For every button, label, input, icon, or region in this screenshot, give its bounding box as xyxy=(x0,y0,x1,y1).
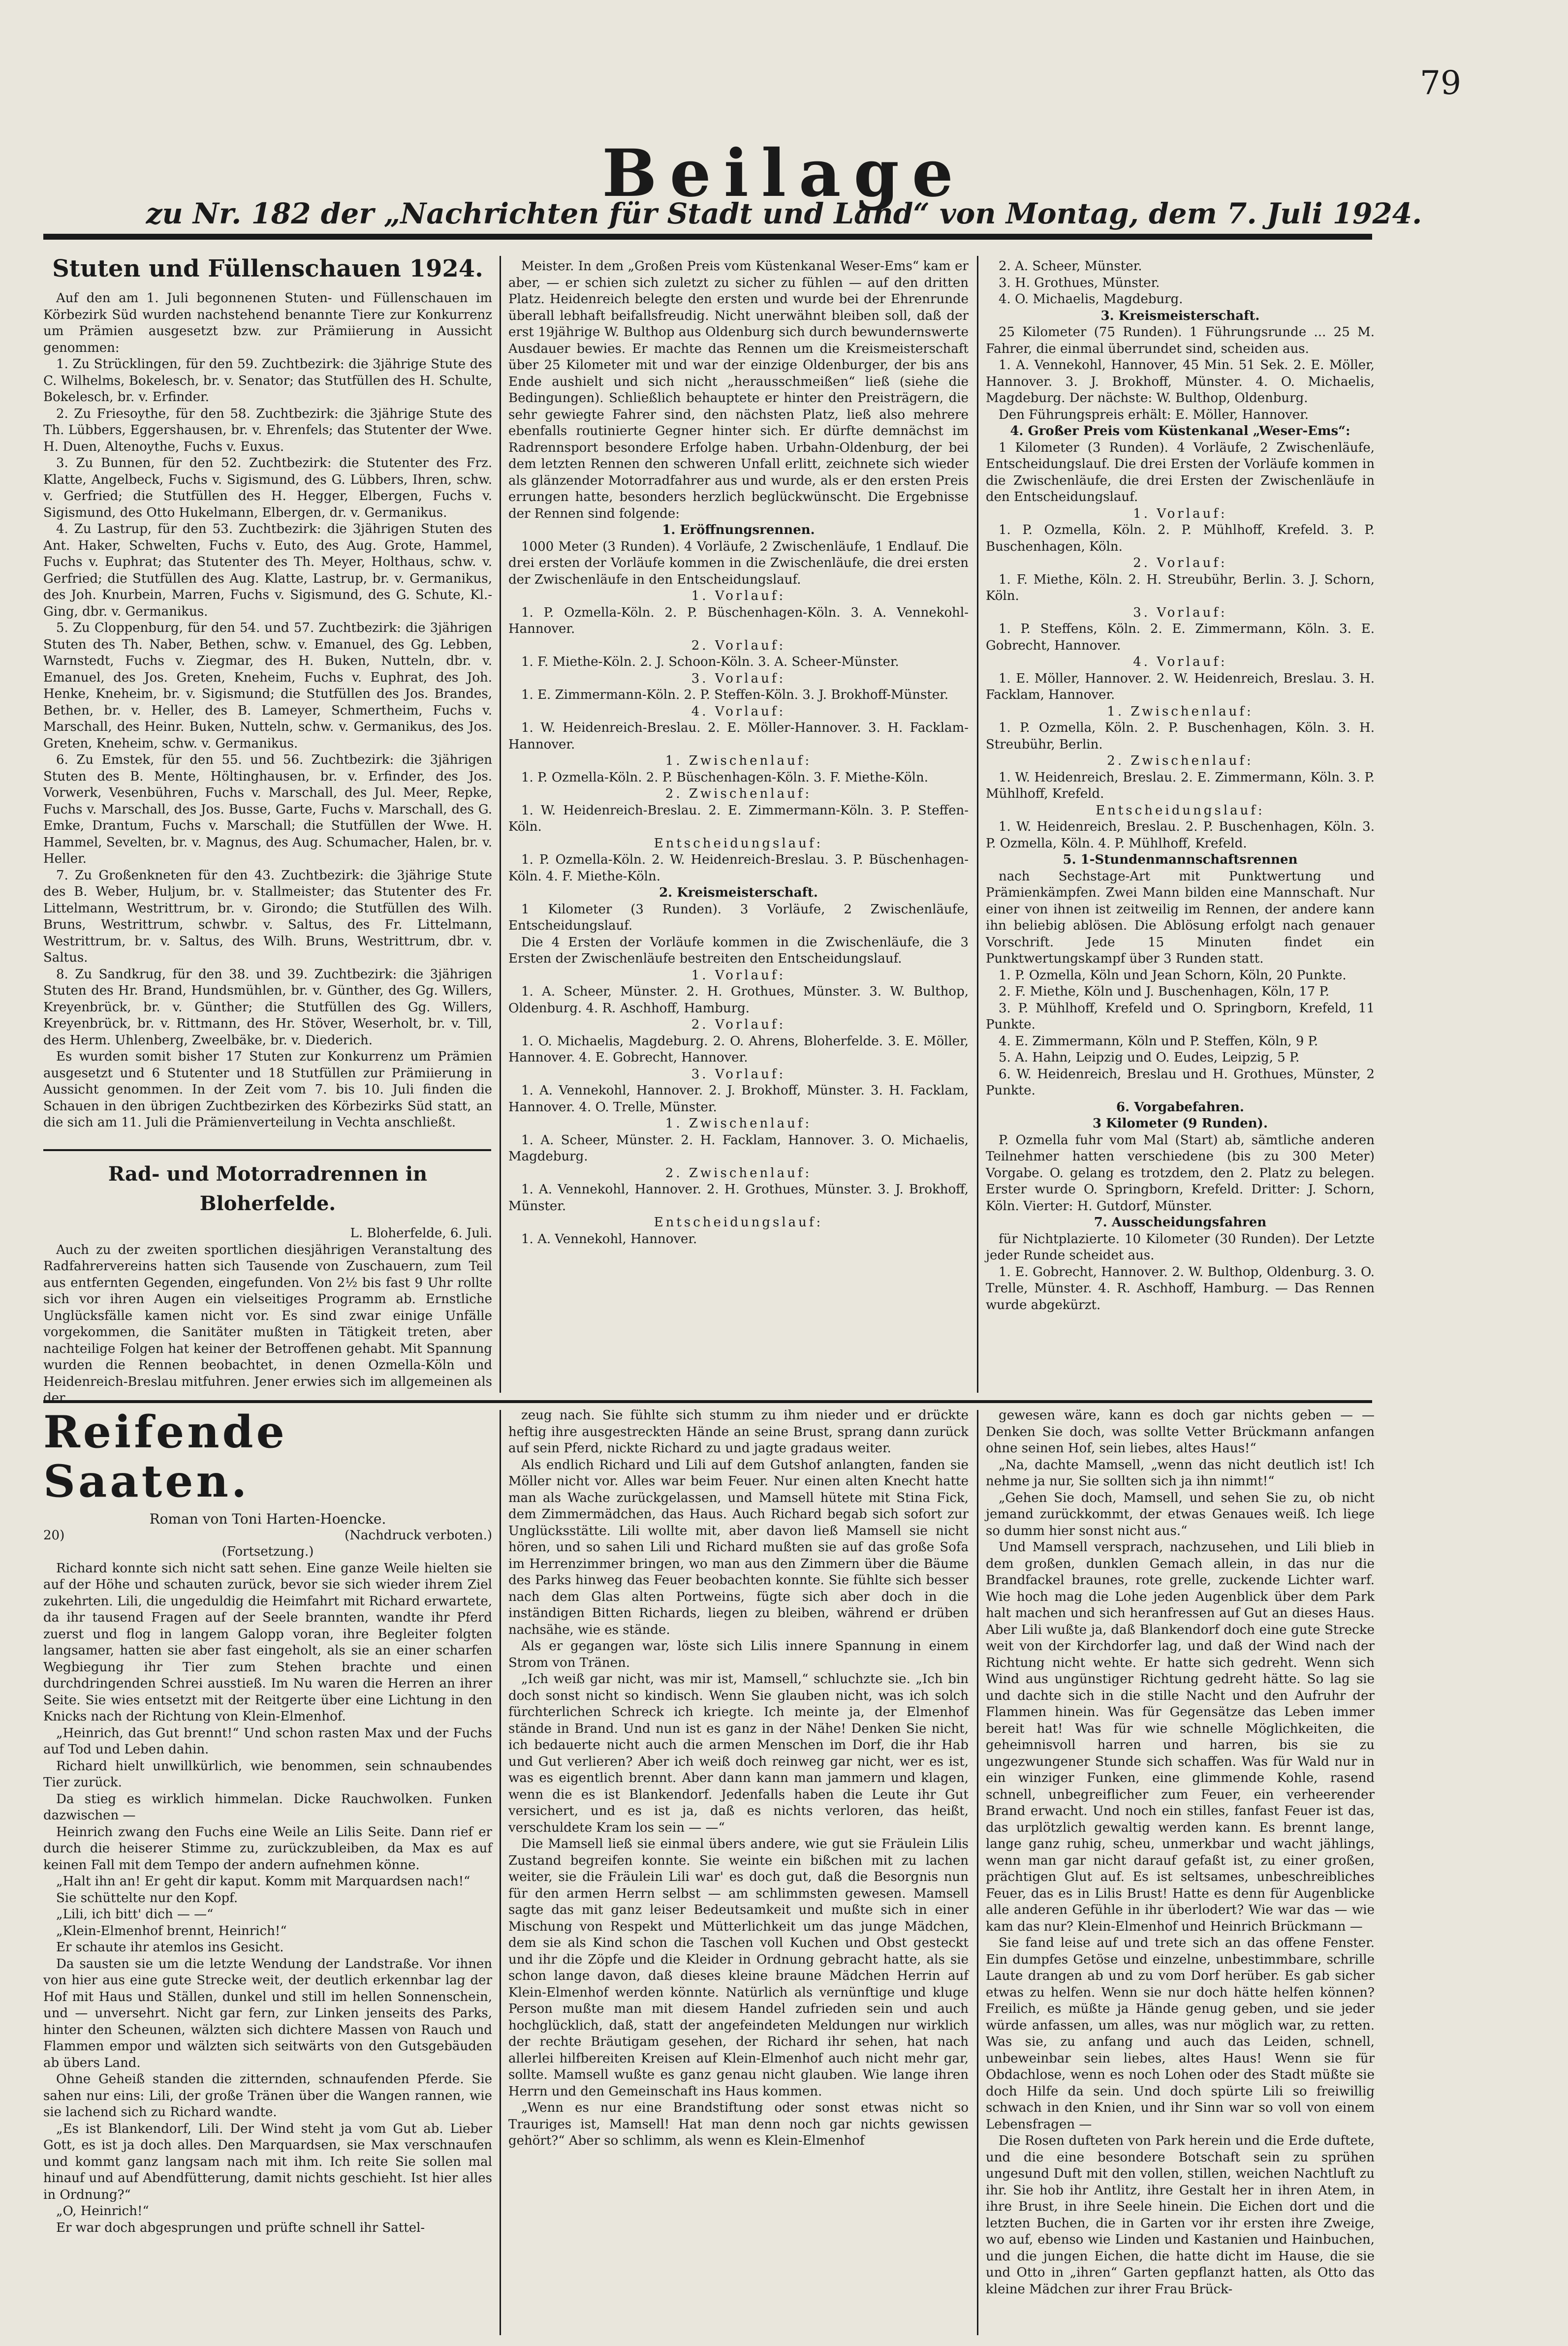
result-line: 1. E. Zimmermann-Köln. 2. P. Steffen-Köln. 3. J. Brokhoff-Münster. xyxy=(521,688,949,702)
mid-body xyxy=(508,258,969,522)
result-line: 3. H. Grothues, Münster. xyxy=(999,275,1160,290)
novel-text xyxy=(43,1561,492,2237)
heat-heading: 1. Vorlauf: xyxy=(691,589,786,603)
result-line: 1. P. Ozmella-Köln. 2. P. Büschenhagen-Köln. 3. F. Miethe-Köln. xyxy=(521,770,928,785)
article-paragraph: Auch zu der zweiten sportlichen diesjährigen Veranstaltung des Radfahrervereins hatten sich Tausende von Zuschauern, zum Teil aus entfernten Gegenden, eingefunden. Von 2½ bis fast 9 Uhr rollte sich vor ihren Augen ein vielseitiges Programm ab. Ernstliche Unglücksfälle kamen nicht vor. Es sind zwar einige Unfälle vorgekommen, die Sanitäter mußten in Tätigkeit treten, aber nachteilige Folgen hat keiner der Betroffenen gehabt. Mit Spannung wurden die Rennen beobachtet, in denen Ozmella-Köln und Heidenreich-Breslau mitfuhren. Jener erwies sich im allgemeinen als der xyxy=(43,1242,492,1406)
result-line: Den Führungspreis erhält: E. Möller, Hannover. xyxy=(999,407,1309,422)
result-line: 2. F. Miethe, Köln und J. Buschenhagen, Köln, 17 P. xyxy=(999,984,1330,999)
stuten-title: Stuten und Füllenschauen 1924. xyxy=(52,255,483,282)
result-line: Die 4 Ersten der Vorläufe kommen in die Zwischenläufe, die 3 Ersten der Zwischenläufe bestreiten den Entscheidungslauf. xyxy=(508,935,969,966)
radrennen-dateline: L. Bloherfelde, 6. Juli. xyxy=(350,1226,492,1241)
heat-heading: 1. Zwischenlauf: xyxy=(1107,704,1254,719)
results-list xyxy=(986,258,1375,1314)
race-heading: 2. Kreismeisterschaft. xyxy=(659,885,818,900)
heat-heading: 2. Vorlauf: xyxy=(1133,556,1227,570)
column-divider xyxy=(500,256,501,1393)
article-paragraph: Es wurden somit bisher 17 Stuten zur Konkurrenz um Prämien ausgesetzt und 6 Stutenter und 18 Stutfüllen zur Prämiierung in Aussicht genommen. In der Zeit vom 7. bis 10. Juli finden die Schauen in den übrigen Zuchtbezirken des Körbezirks Süd statt, an die sich am 11. Juli die Prämienverteilung in Vechta anschließt. xyxy=(43,1049,492,1130)
radrennen-body xyxy=(43,1242,492,1407)
novel-paragraph: Sie fand leise auf und trete sich an das offene Fenster. Ein dumpfes Getöse und einzelne, unbestimmbare, schrille Laute drangen ab und zu vom Dorf herüber. Es gab sicher etwas zu helfen. Wenn sie nur doch hätte helfen können? Freilich, es müßte ja Hände genug geben, und sie jeder würde anfassen, um alles, was nur möglich war, zu retten. Was sie, zu anfang und auch das Leiden, schnell, unbeweinbar sein liebes, altes Haus! Wenn sie für Obdachlose, wenn es noch Lohen oder des Stadt müßte sie doch Hilfe da sein. Und doch spürte Lili so freiwillig schwach in den Knien, und ihr Sinn war so voll von einem Lebensfragen — xyxy=(986,1936,1375,2132)
novel-paragraph: „Na, dachte Mamsell, „wenn das nicht deutlich ist! Ich nehme ja nur, Sie sollten sich ja ihn nimmt!“ xyxy=(986,1457,1375,1489)
heat-heading: 1. Zwischenlauf: xyxy=(665,1116,812,1131)
novel-paragraph: „Wenn es nur eine Brandstiftung oder sonst etwas nicht so Trauriges ist, Mamsell! Hat man denn noch gar nichts gewissen gehört?“ Aber so schlimm, als wenn es Klein-Elmenhof xyxy=(508,2100,969,2148)
race-heading: 4. Großer Preis vom Küstenkanal „Weser-Ems“: xyxy=(1010,424,1350,438)
result-line: 1. E. Gobrecht, Hannover. 2. W. Bulthop, Oldenburg. 3. O. Trelle, Münster. 4. R. Aschhoff, Hamburg. — Das Rennen wurde abgekürzt. xyxy=(986,1264,1375,1313)
result-line: 1. P. Steffens, Köln. 2. E. Zimmermann, Köln. 3. E. Gobrecht, Hannover. xyxy=(986,622,1375,653)
novel-paragraph: Da sausten sie um die letzte Wendung der Landstraße. Vor ihnen von hier aus eine gute Strecke weit, der deutlich erkennbar lag der Hof mit Haus und Ställen, dunkel und still im hellen Sonnenschein, und — unversehrt. Nicht gar fern, zur Linken jenseits des Parks, hinter den Scheunen, wälzten sich dichtere Massen von Rauch und Flammen empor und wälzten sich seitwärts von den Gutsgebäuden ab übers Land. xyxy=(43,1956,492,2070)
heat-heading: 1. Vorlauf: xyxy=(1133,506,1227,521)
novel-paragraph: Er schaute ihr atemlos ins Gesicht. xyxy=(56,1940,284,1955)
novel-paragraph: zeug nach. Sie fühlte sich stumm zu ihm nieder und er drückte heftig ihre ausgestreckten Hände an seine Brust, sprang dann zurück auf sein Pferd, nickte Richard zu und jagte gradaus weiter. xyxy=(508,1408,969,1456)
novel-byline: Roman von Toni Harten-Hoencke. xyxy=(149,1511,386,1527)
race-heading: 3 Kilometer (9 Runden). xyxy=(1092,1116,1268,1131)
result-line: 1 Kilometer (3 Runden). 4 Vorläufe, 2 Zwischenläufe, Entscheidungslauf. Die drei Ersten der Vorläufe kommen in die Zwischenläufe, die drei Ersten der Zwischenläufe in den Entscheidungslauf. xyxy=(986,440,1375,504)
result-line: 1. P. Ozmella, Köln und Jean Schorn, Köln, 20 Punkte. xyxy=(999,968,1347,983)
result-line: nach Sechstage-Art mit Punktwertung und Prämienkämpfen. Zwei Mann bilden eine Mannschaft. Nur einer von ihnen ist zeitweilig im Rennen, der andere kann ihn beliebig ablösen. Die Ablösung erfolgt nach genauer Vorschrift. Jede 15 Minuten findet ein Punktwertungskampf über 3 Runden statt. xyxy=(986,869,1375,966)
result-line: 1. O. Michaelis, Magdeburg. 2. O. Ahrens, Bloherfelde. 3. E. Möller, Hannover. 4. E. Gobrecht, Hannover. xyxy=(508,1033,969,1065)
result-line: 1. P. Ozmella-Köln. 2. W. Heidenreich-Breslau. 3. P. Büschenhagen-Köln. 4. F. Miethe-Köln. xyxy=(508,852,969,884)
masthead-rule xyxy=(43,234,1372,240)
novel-copyright-note: (Nachdruck verboten.) xyxy=(345,1528,492,1543)
column-divider xyxy=(977,1410,978,2335)
radrennen-results-mid xyxy=(508,258,969,1393)
novel-col-2 xyxy=(508,1408,969,2335)
race-heading: 3. Kreismeisterschaft. xyxy=(1100,308,1260,323)
novel-paragraph: Da stieg es wirklich himmelan. Dicke Rauchwolken. Funken dazwischen — xyxy=(43,1791,492,1823)
radrennen-results-right xyxy=(986,258,1375,1393)
novel-paragraph: Als endlich Richard und Lili auf dem Gutshof anlangten, fanden sie Möller nicht vor. Alles war beim Feuer. Nur einen alten Knecht hatte man als Wache zurückgelassen, und Mamsell hütete mit Stina Fick, dem Zimmermädchen, das Haus. Auch Richard begab sich sofort zur Unglücksstätte. Lili wollte mit, aber davon ließ Mamsell sie nicht hören, und so sahen Lili und Richard mußten sie auf das große Sofa im Herrenzimmer bringen, wo man aus den Zimmern über die Bäume des Parks hinweg das Feuer beobachten konnte. Sie fühlte sich besser nach dem Glas alten Portweins, fügte sich aber doch in die inständigen Bitten Richards, liegen zu bleiben, während er drüben nachsähe, wie es stände. xyxy=(508,1457,969,1637)
novel-paragraph: „O, Heinrich!“ xyxy=(56,2204,149,2219)
page-number: 79 xyxy=(1420,64,1461,102)
result-line: 1 Kilometer (3 Runden). 3 Vorläufe, 2 Zwischenläufe, Entscheidungslauf. xyxy=(508,902,969,933)
radrennen-article xyxy=(43,1157,492,1406)
result-line: P. Ozmella fuhr vom Mal (Start) ab, sämtliche anderen Teilnehmer hatten verschiedene (bis zu 300 Meter) Vorgabe. O. gelang es trotzdem, den 2. Platz zu belegen. Erster wurde O. Springborn, Krefeld. Dritter: J. Schorn, Köln. Vierter: H. Gutdorf, Münster. xyxy=(986,1132,1375,1214)
novel-paragraph: Ohne Geheiß standen die zitternden, schnaufenden Pferde. Sie sahen nur eins: Lili, der große Tränen über die Wangen rannen, wie sie lachend sich zu Richard wandte. xyxy=(43,2072,492,2120)
heat-heading: 2. Vorlauf: xyxy=(691,638,786,653)
novel-paragraph: „Klein-Elmenhof brennt, Heinrich!“ xyxy=(56,1923,287,1939)
heat-heading: 2. Vorlauf: xyxy=(691,1017,786,1032)
column-divider xyxy=(500,1410,501,2335)
novel-paragraph: Er war doch abgesprungen und prüfte schnell ihr Sattel- xyxy=(56,2220,425,2235)
stuten-article xyxy=(43,251,492,1142)
novel-episode-number: 20) xyxy=(43,1528,65,1543)
result-line: 3. P. Mühlhoff, Krefeld und O. Springborn, Krefeld, 11 Punkte. xyxy=(986,1001,1375,1032)
result-line: 1. W. Heidenreich-Breslau. 2. E. Zimmermann-Köln. 3. P. Steffen-Köln. xyxy=(508,803,969,834)
column-divider xyxy=(977,256,978,1393)
novel-paragraph: Richard hielt unwillkürlich, wie benommen, sein schnaubendes Tier zurück. xyxy=(43,1758,492,1790)
heat-heading: 4. Vorlauf: xyxy=(1133,655,1227,669)
article-paragraph: 8. Zu Sandkrug, für den 38. und 39. Zuchtbezirk: die 3jährigen Stuten des Hr. Brand, Hundsmühlen, br. v. Günther, des Gg. Willers, Kreyenbrück, br. v. Günther; die Stutfüllen des Gg. Willers, Kreyenbrück, br. v. Rittmann, des Hr. Stöver, Weserholt, br. v. Till, des Herm. Uhlenberg, Zweelbäke, br. v. Diederich. xyxy=(43,967,492,1048)
result-line: 1. P. Ozmella-Köln. 2. P. Büschenhagen-Köln. 3. A. Vennekohl-Hannover. xyxy=(508,605,969,636)
article-paragraph: 3. Zu Bunnen, für den 52. Zuchtbezirk: die Stutenter des Frz. Klatte, Angelbeck, Fuchs v. Sigismund, des G. Lübbers, Ihren, schw. v. Gerfried; die Stutfüllen des H. Hegger, Elbergen, Fuchs v. Sigismund, des Otto Hukelmann, Elbergen, dr. v. Germanikus. xyxy=(43,456,492,520)
novel-paragraph: „Halt ihn an! Er geht dir kaput. Komm mit Marquardsen nach!“ xyxy=(56,1874,470,1889)
result-line: 1. W. Heidenreich, Breslau. 2. P. Buschenhagen, Köln. 3. P. Ozmella, Köln. 4. P. Mühlhoff, Krefeld. xyxy=(986,819,1375,851)
heat-heading: 3. Vorlauf: xyxy=(691,671,786,686)
race-heading: 1. Eröffnungsrennen. xyxy=(662,523,815,537)
masthead-beilage: Beilage xyxy=(602,135,966,212)
novel-paragraph: Richard konnte sich nicht satt sehen. Eine ganze Weile hielten sie auf der Höhe und schauten zurück, bevor sie sich wieder ihrem Ziel zukehrten. Lili, die ungeduldig die Heimfahrt mit Richard erwartete, da ihr tausend Fragen auf der Seele brannten, wandte ihr Pferd zuerst und flog in langem Galopp voran, ihre Begleiter folgten langsamer, hatten sie aber fast eingeholt, als sie an einer scharfen Wegbiegung ihr Tier zum Stehen brachte und einen durchdringenden Schrei ausstieß. Im Nu waren die Herren an ihrer Seite. Sie wies entsetzt mit der Reitgerte über eine Lichtung in den Knicks nach der Richtung von Klein-Elmenhof. xyxy=(43,1561,492,1724)
article-paragraph: 5. Zu Cloppenburg, für den 54. und 57. Zuchtbezirk: die 3jährigen Stuten des Th. Naber, Bethen, schw. v. Emanuel, des Gg. Lebben, Warnstedt, Fuchs v. Ziegmar, des H. Buken, Nutteln, dbr. v. Emanuel, des Jos. Greten, Kneheim, Fuchs v. Euphrat, des Joh. Henke, Kneheim, br. v. Sigismund; die Stutfüllen des Jos. Brandes, Bethen, br. v. Heller, des B. Lameyer, Schmertheim, Fuchs v. Marschall, des Heinr. Buken, Nutteln, schw. v. Germanikus, des Jos. Greten, Kneheim, schw. v. Germanikus. xyxy=(43,621,492,751)
novel-title: Reifende Saaten. xyxy=(43,1406,287,1507)
result-line: 1. P. Ozmella, Köln. 2. P. Buschenhagen, Köln. 3. H. Streubühr, Berlin. xyxy=(986,720,1375,752)
stuten-body xyxy=(43,290,492,1131)
novel-paragraph: „Lili, ich bitt' dich — —“ xyxy=(56,1907,214,1922)
novel-paragraph: Sie schüttelte nur den Kopf. xyxy=(56,1890,238,1906)
article-paragraph: Meister. In dem „Großen Preis vom Küstenkanal Weser-Ems“ kam er aber, — er schien sich zuletzt zu sicher zu fühlen — auf den dritten Platz. Heidenreich belegte den ersten und wurde bei der Ehrenrunde überall lebhaft beifallsfreudig. Nicht unerwähnt bleiben soll, daß der erst 19jährige W. Bulthop aus Oldenburg sich durch bewundernswerte Ausdauer bewies. Er machte das Rennen um die Kreismeisterschaft über 25 Kilometer mit und war der einzige Oldenburger, der bis ans Ende aushielt und sich nicht „herausschmeißen“ ließ (siehe die Bedingungen). Schließlich behauptete er hinter den Preisträgern, die sehr gewiegte Fahrer sind, den nächsten Platz, ließ also mehrere ebenfalls routinierte Gegner hinter sich. Er dürfte demnächst im Radrennsport besondere Erfolge haben. Urbahn-Oldenburg, der bei dem letzten Rennen den schweren Unfall erlitt, zeichnete sich wieder als glänzender Motorradfahrer aus und wurde, als er den ersten Preis errungen hatte, besonders herzlich beglückwünscht. Die Ergebnisse der Rennen sind folgende: xyxy=(508,259,969,521)
result-line: 1. A. Vennekohl, Hannover. 2. H. Grothues, Münster. 3. J. Brokhoff, Münster. xyxy=(508,1182,969,1214)
novel-paragraph: „Heinrich, das Gut brennt!“ Und schon rasten Max und der Fuchs auf Tod und Leben dahin. xyxy=(43,1725,492,1757)
novel-col-1 xyxy=(43,1408,492,2335)
result-line: 1. W. Heidenreich-Breslau. 2. E. Möller-Hannover. 3. H. Facklam-Hannover. xyxy=(508,720,969,752)
result-line: 5. A. Hahn, Leipzig und O. Eudes, Leipzig, 5 P. xyxy=(999,1050,1300,1065)
result-line: 1. A. Vennekohl, Hannover. 2. J. Brokhoff, Münster. 3. H. Facklam, Hannover. 4. O. Trelle, Münster. xyxy=(508,1083,969,1115)
article-paragraph: 6. Zu Emstek, für den 55. und 56. Zuchtbezirk: die 3jährigen Stuten des B. Mente, Höltinghausen, br. v. Erfinder, des Jos. Vorwerk, Vesenbühren, Fuchs v. Marschall, des Jul. Meer, Repke, Fuchs v. Marschall, des Jos. Busse, Garte, Fuchs v. Marschall, des G. Emke, Drantum, Fuchs v. Marschall; die Stutfüllen der Wwe. H. Hammel, Sevelten, br. v. Magnus, des Aug. Schumacher, Halen, br. v. Heller. xyxy=(43,752,492,866)
novel-paragraph: Die Mamsell ließ sie einmal übers andere, wie gut sie Fräulein Lilis Zustand begreifen konnte. Sie weinte ein bißchen mit zu lachen weiter, sie die Fräulein Lili war' es doch gut, daß die Besorgnis nun für den armen Herrn selbst — am schlimmsten gewesen. Mamsell sagte das mit ganz leiser Bedeutsamkeit und mußte sich in einer Mischung von Respekt und Mütterlichkeit um das junge Mädchen, dem sie als Kind schon die Taschen voll Kuchen und Obst gesteckt und ihr die Zöpfe und die Kleider in Ordnung gebracht hatte, als sie schon lange davon, daß dieses kleine braune Mädchen Herrin auf Klein-Elmenhof werden könnte. Natürlich als vernünftige und kluge Person mußte man mit diesem Handel zufrieden sein und auch hochglücklich, daß, statt der angefeindeten Meldungen nur wirklich der rechte Bräutigam gesehen, der Richard ihr sehen, hat nach allerlei hilfbereiten Kreisen auf Klein-Elmenhof auch nicht mehr gar, sollte. Mamsell wußte es ganz genau nicht glauben. Wie lange ihren Herrn und den Gemeinschaft ins Haus kommen. xyxy=(508,1837,969,2099)
heat-heading: 1. Zwischenlauf: xyxy=(665,753,812,768)
heat-heading: Entscheidungslauf: xyxy=(1096,803,1265,818)
result-line: 1. A. Vennekohl, Hannover, 45 Min. 51 Sek. 2. E. Möller, Hannover. 3. J. Brokhoff, Münster. 4. O. Michaelis, Magdeburg. Der nächste: W. Bulthop, Oldenburg. xyxy=(986,358,1375,406)
race-heading: 7. Ausscheidungsfahren xyxy=(1094,1215,1267,1230)
novel-paragraph: „Ich weiß gar nicht, was mir ist, Mamsell,“ schluchzte sie. „Ich bin doch sonst nicht so kindisch. Wenn Sie glauben nicht, was ich solch fürchterlichen Schreck ich kriegte. Ich meinte ja, der Elmenhof stände in Brand. Und nun ist es ganz in der Nähe! Denken Sie nicht, ich bedauerte nicht auch die armen Menschen im Dorf, die ihr Hab und Gut verlieren? Aber ich weiß doch reinweg gar nicht, wer es ist, was es eigentlich brennt. Aber dann kann man jammern und klagen, wenn die es ist Blankendorf. Jedenfalls haben die Leute ihr Gut versichert, und es ist ja, daß es nichts verloren, das heißt, verschuldete Kram los sein — —“ xyxy=(508,1672,969,1835)
result-line: 1. F. Miethe-Köln. 2. J. Schoon-Köln. 3. A. Scheer-Münster. xyxy=(521,655,899,669)
result-line: für Nichtplazierte. 10 Kilometer (30 Runden). Der Letzte jeder Runde scheidet aus. xyxy=(986,1231,1375,1263)
radrennen-title: Rad- und Motorradrennen in Bloherfelde. xyxy=(108,1162,428,1215)
result-line: 1. A. Vennekohl, Hannover. xyxy=(521,1231,697,1247)
novel-continuation: (Fortsetzung.) xyxy=(221,1544,314,1559)
article-divider xyxy=(43,1149,491,1151)
article-paragraph: 2. Zu Friesoythe, für den 58. Zuchtbezirk: die 3jährige Stute des Th. Lübbers, Eggershausen, br. v. Ehrenfels; das Stutenter der Wwe. H. Duen, Altenoythe, Fuchs v. Euxus. xyxy=(43,406,492,454)
result-line: 1. P. Ozmella, Köln. 2. P. Mühlhoff, Krefeld. 3. P. Buschenhagen, Köln. xyxy=(986,523,1375,554)
result-line: 1. A. Scheer, Münster. 2. H. Facklam, Hannover. 3. O. Michaelis, Magdeburg. xyxy=(508,1132,969,1164)
result-line: 4. O. Michaelis, Magdeburg. xyxy=(999,292,1183,307)
article-paragraph: 1. Zu Strücklingen, für den 59. Zuchtbezirk: die 3jährige Stute des C. Wilhelms, Bokelesch, br. v. Senator; das Stutfüllen des H. Schulte, Bokelesch, br. v. Erfinder. xyxy=(43,357,492,405)
result-line: 25 Kilometer (75 Runden). 1 Führungsrunde ... 25 M. Fahrer, die einmal überrundet sind, scheiden aus. xyxy=(986,325,1375,356)
novel-text xyxy=(986,1408,1375,2298)
heat-heading: 2. Zwischenlauf: xyxy=(1107,753,1254,768)
novel-paragraph: Als er gegangen war, löste sich Lilis innere Spannung in einem Strom von Tränen. xyxy=(508,1639,969,1670)
article-paragraph: 4. Zu Lastrup, für den 53. Zuchtbezirk: die 3jährigen Stuten des Ant. Haker, Schwelten, Fuchs v. Euto, des Aug. Grote, Hammel, Fuchs v. Euphrat; das Stutenter des Th. Meyer, Holthaus, schw. v. Gerfried; die Stutfüllen des Aug. Klatte, Lastrup, br. v. Germanikus, des Joh. Knurbein, Marren, Fuchs v. Sigismund, des G. Schute, Kl.-Ging, dbr. v. Germanikus. xyxy=(43,522,492,619)
heat-heading: 4. Vorlauf: xyxy=(691,704,786,719)
result-line: 6. W. Heidenreich, Breslau und H. Grothues, Münster, 2 Punkte. xyxy=(986,1066,1375,1098)
heat-heading: Entscheidungslauf: xyxy=(654,1215,823,1230)
heat-heading: 3. Vorlauf: xyxy=(691,1066,786,1082)
result-line: 1000 Meter (3 Runden). 4 Vorläufe, 2 Zwischenläufe, 1 Endlauf. Die drei ersten der Vorläufe kommen in die Zwischenläufe, die drei ersten der Zwischenläufe in den Entscheidungslauf. xyxy=(508,539,969,587)
heat-heading: 1. Vorlauf: xyxy=(691,968,786,983)
result-line: 1. A. Scheer, Münster. 2. H. Grothues, Münster. 3. W. Bulthop, Oldenburg. 4. R. Aschhoff, Hamburg. xyxy=(508,984,969,1016)
results-list xyxy=(508,522,969,1248)
novel-paragraph: „Es ist Blankendorf, Lili. Der Wind steht ja vom Gut ab. Lieber Gott, es ist ja doch alles. Den Marquardsen, sie Max verschnaufen und kommt ganz langsam nach mit ihm. Ich reite Sie sollen mal hinauf und auf Abendfütterung, damit nichts geschieht. Ist hier alles in Ordnung?“ xyxy=(43,2121,492,2202)
result-line: 1. E. Möller, Hannover. 2. W. Heidenreich, Breslau. 3. H. Facklam, Hannover. xyxy=(986,671,1375,702)
novel-paragraph: Die Rosen dufteten von Park herein und die Erde duftete, und die eine besondere Botschaft sein zu sprühen ungesund Duft mit den vollen, stillen, weichen Nachtluft zu ihr. Sie hob ihr Antlitz, ihre Gestalt her in ihren Atem, in ihre Brust, in ihre Seele hinein. Die Eichen dort und die letzten Buchen, die in Garten vor ihr ersten ihre Zweige, wo auf, ebenso wie Linden und Kastanien und Hainbuchen, und die jungen Eichen, die hatte dicht im Hause, die sie und Otto in „ihren“ Garten gepflanzt hatten, als Otto das kleine Mädchen zur ihrer Frau Brück- xyxy=(986,2133,1375,2297)
article-paragraph: 7. Zu Großenkneten für den 43. Zuchtbezirk: die 3jährige Stute des B. Weber, Huljum, br. v. Stallmeister; das Stutenter des Fr. Littelmann, Westrittrum, br. v. Girondo; die Stutfüllen des Wilh. Bruns, Westrittrum, schwbr. v. Saltus, des Fr. Littelmann, Westrittrum, br. v. Saltus, des Wilh. Bruns, Westrittrum, dbr. v. Saltus. xyxy=(43,868,492,965)
heat-heading: 3. Vorlauf: xyxy=(1133,605,1227,620)
novel-paragraph: gewesen wäre, kann es doch gar nichts geben — — Denken Sie doch, was sollte Vetter Brückmann anfangen ohne seinen Hof, sein liebes, altes Haus!“ xyxy=(986,1408,1375,1456)
result-line: 1. W. Heidenreich, Breslau. 2. E. Zimmermann, Köln. 3. P. Mühlhoff, Krefeld. xyxy=(986,770,1375,801)
novel-header-line xyxy=(43,1528,492,1544)
result-line: 4. E. Zimmermann, Köln und P. Steffen, Köln, 9 P. xyxy=(999,1033,1318,1049)
novel-col-3 xyxy=(986,1408,1375,2335)
issue-subhead: zu Nr. 182 der „Nachrichten für Stadt und Land“ von Montag, dem 7. Juli 1924. xyxy=(146,197,1422,230)
article-paragraph: Auf den am 1. Juli begonnenen Stuten- und Füllenschauen im Körbezirk Süd wurden nachstehend benannte Tiere zur Konkurrenz um Prämien ausgesetzt bzw. zur Prämiierung in Aussicht genommen: xyxy=(43,291,492,355)
heat-heading: 2. Zwischenlauf: xyxy=(665,786,812,801)
novel-paragraph: Heinrich zwang den Fuchs eine Weile an Lilis Seite. Dann rief er durch die heiserer Stimme zu, zurückzubleiben, da Max es auf keinen Fall mit dem Tempo der andern aufnehmen könne. xyxy=(43,1824,492,1873)
novel-paragraph: „Gehen Sie doch, Mamsell, und sehen Sie zu, ob nicht jemand zurückkommt, der etwas Genaues weiß. Ich liege so dumm hier sonst nicht aus.“ xyxy=(986,1490,1375,1538)
race-heading: 6. Vorgabefahren. xyxy=(1116,1099,1244,1115)
heat-heading: Entscheidungslauf: xyxy=(654,836,823,851)
novel-paragraph: Und Mamsell versprach, nachzusehen, und Lili blieb in dem großen, dunklen Gemach allein, in das nur die Brandfackel braunes, rote grelle, zuckende Lichter warf. Wie hoch mag die Lohe jeden Augenblick über dem Park halt machen und sich heranfressen auf Gut an dieses Haus. Aber Lili wußte ja, daß Blankendorf doch eine gute Strecke weit von der Kirchdorfer lag, und daß der Wind nach der Richtung nicht wehte. Er hatte sich gedreht. Wenn sich Wind aus ungünstiger Richtung gedreht hätte. So lag sie und dachte sich in die stille Nacht und den Aufruhr der Flammen hinein. Was für Gegensätze das Leben immer bereit hat! Was für wie schnelle Möglichkeiten, die geheimnisvoll harren und harren, bis sie zu ungezwungener Stunde sich schaffen. Was für Wald nur in ein winziger Funken, eine glimmende Kohle, rasend schnell, unbegreiflicher zum Feuer, ein verheerender Brand erwacht. Und noch ein stilles, fanfast Feuer ist das, das urplötzlich gewaltig werden kann. Es brennt lange, lange ganz ruhig, scheu, unmerkbar und wacht jählings, wenn man gar nicht darauf gefaßt ist, zu einer großen, prächtigen Glut auf. Es ist seltsames, unbeschreibliches Feuer, das es in Lilis Brust! Hatte es denn für Augenblicke alle anderen Gefühle in ihr überlodert? Wie war das — wie kam das nur? Klein-Elmenhof und Heinrich Brückmann — xyxy=(986,1540,1375,1934)
race-heading: 5. 1-Stundenmannschaftsrennen xyxy=(1063,852,1298,867)
novel-text xyxy=(508,1408,969,2150)
heat-heading: 2. Zwischenlauf: xyxy=(665,1165,812,1181)
result-line: 2. A. Scheer, Münster. xyxy=(999,259,1142,274)
result-line: 1. F. Miethe, Köln. 2. H. Streubühr, Berlin. 3. J. Schorn, Köln. xyxy=(986,572,1375,603)
